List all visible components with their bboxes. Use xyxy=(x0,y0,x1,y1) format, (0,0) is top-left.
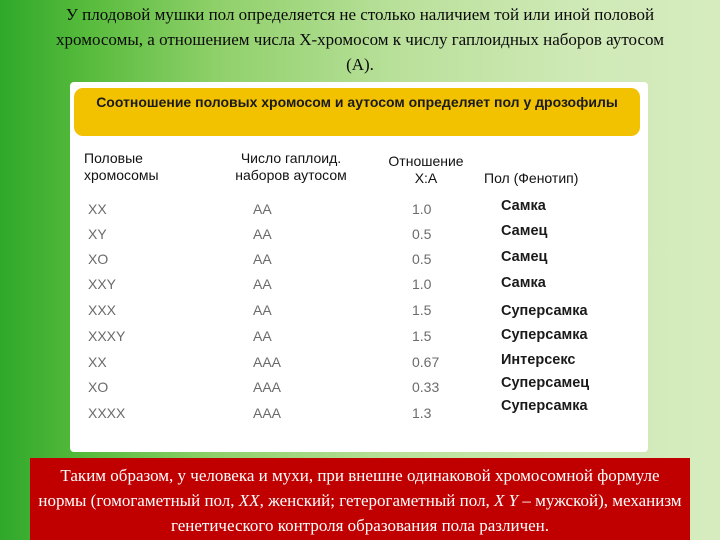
cell-sex: Самец xyxy=(501,249,548,265)
conclusion-part-2: , женский; гетерогаметный пол, xyxy=(259,491,494,510)
cell-ratio: 1.3 xyxy=(412,405,432,421)
cell-haploid-sets: AA xyxy=(253,276,272,292)
cell-haploid-sets: AA xyxy=(253,201,272,217)
conclusion-part-3: – мужской), механизм генетического контроля образования пола различен. xyxy=(170,491,682,535)
cell-ratio: 0.33 xyxy=(412,379,440,395)
cell-haploid-sets: AAA xyxy=(253,405,282,421)
cell-sex: Суперсамка xyxy=(501,398,588,414)
cell-chromosomes: XXY xyxy=(88,276,117,292)
cell-haploid-sets: AA xyxy=(253,302,272,318)
cell-chromosomes: XO xyxy=(88,379,109,395)
cell-sex: Самка xyxy=(501,198,546,214)
cell-ratio: 1.0 xyxy=(412,276,432,292)
cell-chromosomes: XXXX xyxy=(88,405,126,421)
conclusion-xx: XX xyxy=(238,491,260,510)
cell-chromosomes: XXX xyxy=(88,302,117,318)
cell-sex: Самец xyxy=(501,223,548,239)
cell-chromosomes: XO xyxy=(88,251,109,267)
table-card xyxy=(70,82,648,452)
cell-chromosomes: XX xyxy=(88,354,107,370)
cell-chromosomes: XXXY xyxy=(88,328,126,344)
intro-text: У плодовой мушки пол определяется не столько наличием той или иной половой хромосомы, а отношением числа X-хромосом к числу гаплоидных наборов аутосом (А). xyxy=(56,5,664,74)
cell-ratio: 1.0 xyxy=(412,201,432,217)
cell-haploid-sets: AAA xyxy=(253,379,282,395)
conclusion-box xyxy=(30,458,690,540)
cell-sex: Суперсамка xyxy=(501,303,588,319)
cell-ratio: 1.5 xyxy=(412,328,432,344)
cell-chromosomes: XX xyxy=(88,201,107,217)
conclusion-part-1: Таким образом, у человека и мухи, при внешне одинаковой хромосомной формуле нормы (гомогаметный пол, xyxy=(38,466,660,510)
header-chromosomes: Половые хромосомы xyxy=(84,150,159,183)
cell-haploid-sets: AAA xyxy=(253,354,282,370)
header-sex: Пол (Фенотип) xyxy=(484,170,579,186)
cell-ratio: 0.5 xyxy=(412,226,432,242)
table-title: Соотношение половых хромосом и аутосом определяет пол у дрозофилы xyxy=(96,94,618,110)
cell-ratio: 0.67 xyxy=(412,354,440,370)
table-banner xyxy=(74,88,640,136)
cell-haploid-sets: AA xyxy=(253,251,272,267)
cell-ratio: 0.5 xyxy=(412,251,432,267)
cell-sex: Суперсамка xyxy=(501,327,588,343)
cell-haploid-sets: AA xyxy=(253,226,272,242)
cell-ratio: 1.5 xyxy=(412,302,432,318)
cell-haploid-sets: AA xyxy=(253,328,272,344)
cell-sex: Интерсекс xyxy=(501,352,576,368)
conclusion-xy: X Y xyxy=(493,491,519,510)
cell-sex: Самка xyxy=(501,275,546,291)
cell-chromosomes: XY xyxy=(88,226,107,242)
cell-sex: Суперсамец xyxy=(501,375,590,391)
header-ratio: Отношение Х:А xyxy=(388,153,464,186)
header-haploid-sets: Число гаплоид. наборов аутосом xyxy=(235,150,347,183)
conclusion-text xyxy=(36,463,684,538)
